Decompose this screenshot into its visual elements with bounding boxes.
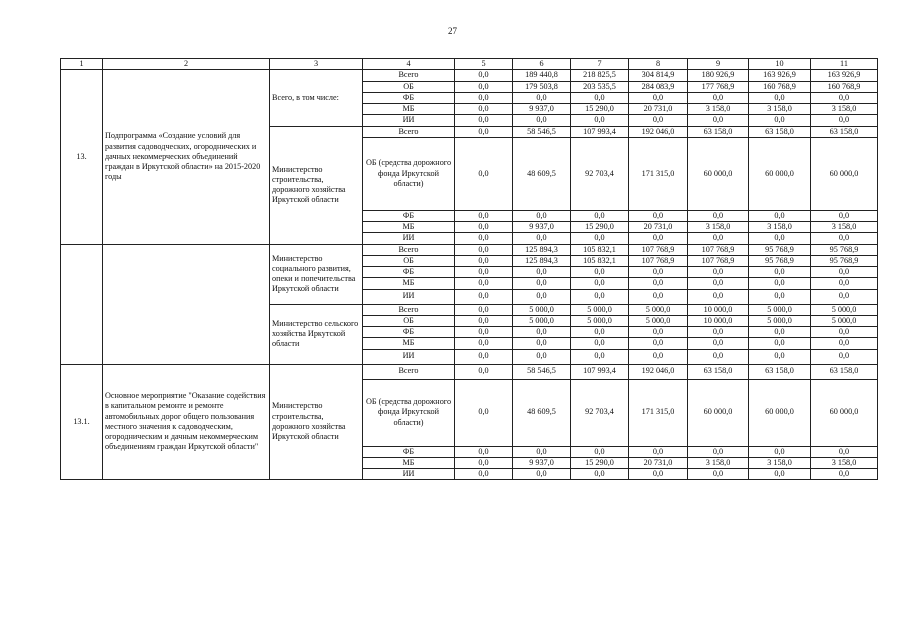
value-cell: 0,0	[811, 210, 878, 221]
value-cell: 10 000,0	[688, 315, 749, 326]
value-cell: 0,0	[688, 289, 749, 304]
value-cell: 3 158,0	[688, 104, 749, 115]
value-cell: 107 993,4	[571, 364, 629, 379]
value-cell: 20 731,0	[629, 104, 688, 115]
value-cell: 0,0	[688, 278, 749, 289]
value-cell: 3 158,0	[811, 104, 878, 115]
funding-source: Всего	[363, 244, 455, 255]
value-cell: 0,0	[749, 92, 811, 103]
value-cell: 5 000,0	[629, 315, 688, 326]
value-cell: 177 768,9	[688, 81, 749, 92]
value-cell: 58 546,5	[513, 364, 571, 379]
value-cell: 63 158,0	[749, 364, 811, 379]
value-cell: 0,0	[571, 210, 629, 221]
value-cell: 192 046,0	[629, 126, 688, 137]
value-cell: 9 937,0	[513, 104, 571, 115]
value-cell: 95 768,9	[811, 255, 878, 266]
value-cell: 0,0	[455, 349, 513, 364]
value-cell: 5 000,0	[811, 315, 878, 326]
value-cell: 60 000,0	[688, 379, 749, 446]
value-cell: 0,0	[455, 457, 513, 468]
page-number: 27	[448, 26, 457, 36]
value-cell: 0,0	[571, 92, 629, 103]
funding-source: Всего	[363, 304, 455, 315]
value-cell: 107 768,9	[688, 255, 749, 266]
value-cell: 0,0	[455, 222, 513, 233]
value-cell: 95 768,9	[811, 244, 878, 255]
value-cell: 0,0	[513, 210, 571, 221]
funding-source: Всего	[363, 364, 455, 379]
value-cell: 125 894,3	[513, 244, 571, 255]
value-cell: 0,0	[749, 446, 811, 457]
column-header: 10	[749, 59, 811, 70]
executor-name: Министерство строительства, дорожного хозяйства Иркутской области	[270, 364, 363, 480]
value-cell: 60 000,0	[688, 137, 749, 210]
value-cell: 171 315,0	[629, 137, 688, 210]
funding-source: Всего	[363, 126, 455, 137]
value-cell: 3 158,0	[688, 222, 749, 233]
column-header: 11	[811, 59, 878, 70]
value-cell: 0,0	[688, 92, 749, 103]
table-row	[61, 364, 878, 379]
funding-source: ФБ	[363, 446, 455, 457]
value-cell: 192 046,0	[629, 364, 688, 379]
value-cell: 63 158,0	[688, 126, 749, 137]
funding-source: МБ	[363, 222, 455, 233]
value-cell: 5 000,0	[513, 304, 571, 315]
value-cell: 9 937,0	[513, 222, 571, 233]
executor-name: Министерство сельского хозяйства Иркутской области	[270, 304, 363, 364]
value-cell: 58 546,5	[513, 126, 571, 137]
value-cell: 20 731,0	[629, 222, 688, 233]
value-cell: 95 768,9	[749, 244, 811, 255]
value-cell: 5 000,0	[749, 315, 811, 326]
value-cell: 0,0	[749, 327, 811, 338]
value-cell: 0,0	[571, 349, 629, 364]
value-cell: 0,0	[513, 446, 571, 457]
value-cell: 15 290,0	[571, 104, 629, 115]
value-cell: 0,0	[513, 267, 571, 278]
value-cell: 63 158,0	[811, 126, 878, 137]
value-cell: 0,0	[811, 446, 878, 457]
funding-source: ОБ (средства дорожного фонда Иркутской области)	[363, 137, 455, 210]
funding-source: ОБ	[363, 255, 455, 266]
value-cell: 60 000,0	[811, 137, 878, 210]
value-cell: 3 158,0	[749, 457, 811, 468]
value-cell: 0,0	[688, 115, 749, 126]
value-cell: 0,0	[455, 210, 513, 221]
value-cell: 0,0	[629, 338, 688, 349]
value-cell: 0,0	[455, 469, 513, 480]
value-cell: 0,0	[688, 469, 749, 480]
column-header: 9	[688, 59, 749, 70]
column-header: 2	[103, 59, 270, 70]
value-cell: 0,0	[688, 233, 749, 244]
value-cell: 0,0	[749, 233, 811, 244]
table-row	[61, 244, 878, 255]
value-cell: 0,0	[455, 255, 513, 266]
value-cell: 0,0	[629, 469, 688, 480]
value-cell: 0,0	[749, 267, 811, 278]
value-cell: 63 158,0	[688, 364, 749, 379]
value-cell: 0,0	[811, 349, 878, 364]
funding-source: МБ	[363, 104, 455, 115]
value-cell: 0,0	[571, 327, 629, 338]
value-cell: 0,0	[629, 289, 688, 304]
value-cell: 0,0	[749, 469, 811, 480]
value-cell: 3 158,0	[811, 222, 878, 233]
value-cell: 0,0	[749, 115, 811, 126]
value-cell: 0,0	[513, 469, 571, 480]
program-name-empty	[103, 244, 270, 364]
value-cell: 0,0	[749, 210, 811, 221]
value-cell: 63 158,0	[749, 126, 811, 137]
value-cell: 48 609,5	[513, 379, 571, 446]
value-cell: 0,0	[688, 327, 749, 338]
value-cell: 3 158,0	[749, 222, 811, 233]
funding-source: МБ	[363, 338, 455, 349]
value-cell: 179 503,8	[513, 81, 571, 92]
column-header: 7	[571, 59, 629, 70]
value-cell: 107 768,9	[688, 244, 749, 255]
column-header: 5	[455, 59, 513, 70]
funding-source: ОБ (средства дорожного фонда Иркутской области)	[363, 379, 455, 446]
funding-source: ИИ	[363, 115, 455, 126]
value-cell: 0,0	[629, 92, 688, 103]
value-cell: 0,0	[811, 267, 878, 278]
value-cell: 5 000,0	[571, 315, 629, 326]
value-cell: 0,0	[629, 233, 688, 244]
value-cell: 3 158,0	[811, 457, 878, 468]
value-cell: 0,0	[749, 289, 811, 304]
program-name: Подпрограмма «Создание условий для развития садоводческих, огороднических и дачных некоммерческих объединений граждан в Иркутской области» на 2015-2020 годы	[103, 70, 270, 244]
value-cell: 203 535,5	[571, 81, 629, 92]
value-cell: 125 894,3	[513, 255, 571, 266]
value-cell: 171 315,0	[629, 379, 688, 446]
value-cell: 0,0	[455, 92, 513, 103]
value-cell: 0,0	[455, 137, 513, 210]
value-cell: 107 768,9	[629, 255, 688, 266]
value-cell: 0,0	[749, 338, 811, 349]
value-cell: 0,0	[455, 81, 513, 92]
value-cell: 15 290,0	[571, 457, 629, 468]
value-cell: 3 158,0	[749, 104, 811, 115]
value-cell: 218 825,5	[571, 70, 629, 81]
value-cell: 0,0	[513, 233, 571, 244]
value-cell: 163 926,9	[749, 70, 811, 81]
executor-name: Министерство строительства, дорожного хозяйства Иркутской области	[270, 126, 363, 244]
value-cell: 48 609,5	[513, 137, 571, 210]
value-cell: 92 703,4	[571, 137, 629, 210]
column-header: 1	[61, 59, 103, 70]
value-cell: 0,0	[455, 267, 513, 278]
row-index: 13.1.	[61, 364, 103, 480]
header-row	[61, 59, 878, 70]
value-cell: 0,0	[455, 126, 513, 137]
value-cell: 0,0	[629, 349, 688, 364]
value-cell: 0,0	[455, 115, 513, 126]
budget-table	[60, 58, 878, 480]
funding-source: ФБ	[363, 327, 455, 338]
value-cell: 0,0	[749, 349, 811, 364]
value-cell: 5 000,0	[571, 304, 629, 315]
value-cell: 0,0	[513, 289, 571, 304]
value-cell: 0,0	[513, 327, 571, 338]
value-cell: 0,0	[455, 364, 513, 379]
value-cell: 0,0	[811, 278, 878, 289]
value-cell: 0,0	[571, 289, 629, 304]
value-cell: 0,0	[811, 92, 878, 103]
funding-source: ИИ	[363, 469, 455, 480]
value-cell: 92 703,4	[571, 379, 629, 446]
value-cell: 0,0	[688, 446, 749, 457]
funding-source: ИИ	[363, 349, 455, 364]
value-cell: 0,0	[811, 327, 878, 338]
value-cell: 0,0	[513, 278, 571, 289]
value-cell: 160 768,9	[749, 81, 811, 92]
value-cell: 0,0	[811, 338, 878, 349]
value-cell: 0,0	[455, 315, 513, 326]
value-cell: 284 083,9	[629, 81, 688, 92]
funding-source: МБ	[363, 457, 455, 468]
value-cell: 0,0	[455, 278, 513, 289]
funding-source: ОБ	[363, 315, 455, 326]
value-cell: 0,0	[629, 446, 688, 457]
value-cell: 3 158,0	[688, 457, 749, 468]
value-cell: 0,0	[571, 233, 629, 244]
row-index: 13.	[61, 70, 103, 244]
value-cell: 20 731,0	[629, 457, 688, 468]
value-cell: 0,0	[749, 278, 811, 289]
value-cell: 163 926,9	[811, 70, 878, 81]
value-cell: 15 290,0	[571, 222, 629, 233]
value-cell: 0,0	[629, 210, 688, 221]
value-cell: 9 937,0	[513, 457, 571, 468]
value-cell: 60 000,0	[811, 379, 878, 446]
column-header: 6	[513, 59, 571, 70]
funding-source: ФБ	[363, 267, 455, 278]
value-cell: 0,0	[811, 289, 878, 304]
value-cell: 0,0	[455, 338, 513, 349]
value-cell: 105 832,1	[571, 244, 629, 255]
value-cell: 180 926,9	[688, 70, 749, 81]
value-cell: 0,0	[811, 469, 878, 480]
row-index-empty	[61, 244, 103, 364]
value-cell: 0,0	[513, 349, 571, 364]
funding-source: ИИ	[363, 233, 455, 244]
funding-source: ОБ	[363, 81, 455, 92]
funding-source: Всего	[363, 70, 455, 81]
value-cell: 0,0	[571, 115, 629, 126]
value-cell: 0,0	[513, 92, 571, 103]
value-cell: 0,0	[688, 338, 749, 349]
column-header: 8	[629, 59, 688, 70]
column-header: 4	[363, 59, 455, 70]
value-cell: 0,0	[571, 267, 629, 278]
value-cell: 0,0	[455, 70, 513, 81]
value-cell: 60 000,0	[749, 137, 811, 210]
value-cell: 0,0	[571, 278, 629, 289]
value-cell: 0,0	[455, 233, 513, 244]
value-cell: 189 440,8	[513, 70, 571, 81]
value-cell: 0,0	[571, 446, 629, 457]
value-cell: 0,0	[513, 338, 571, 349]
value-cell: 10 000,0	[688, 304, 749, 315]
value-cell: 0,0	[688, 349, 749, 364]
value-cell: 0,0	[629, 327, 688, 338]
value-cell: 0,0	[629, 278, 688, 289]
value-cell: 0,0	[629, 267, 688, 278]
value-cell: 5 000,0	[811, 304, 878, 315]
value-cell: 0,0	[455, 379, 513, 446]
table-row	[61, 70, 878, 81]
value-cell: 0,0	[455, 244, 513, 255]
value-cell: 0,0	[455, 104, 513, 115]
value-cell: 60 000,0	[749, 379, 811, 446]
value-cell: 0,0	[455, 446, 513, 457]
value-cell: 304 814,9	[629, 70, 688, 81]
value-cell: 0,0	[455, 327, 513, 338]
value-cell: 0,0	[571, 338, 629, 349]
funding-source: ФБ	[363, 92, 455, 103]
value-cell: 5 000,0	[629, 304, 688, 315]
funding-source: ФБ	[363, 210, 455, 221]
value-cell: 63 158,0	[811, 364, 878, 379]
value-cell: 5 000,0	[749, 304, 811, 315]
value-cell: 5 000,0	[513, 315, 571, 326]
value-cell: 107 993,4	[571, 126, 629, 137]
value-cell: 107 768,9	[629, 244, 688, 255]
value-cell: 105 832,1	[571, 255, 629, 266]
funding-source: ИИ	[363, 289, 455, 304]
value-cell: 0,0	[688, 210, 749, 221]
executor-name: Всего, в том числе:	[270, 70, 363, 126]
column-header: 3	[270, 59, 363, 70]
value-cell: 0,0	[688, 267, 749, 278]
value-cell: 0,0	[811, 233, 878, 244]
value-cell: 160 768,9	[811, 81, 878, 92]
value-cell: 0,0	[455, 304, 513, 315]
executor-name: Министерство социального развития, опеки и попечительства Иркутской области	[270, 244, 363, 304]
value-cell: 95 768,9	[749, 255, 811, 266]
value-cell: 0,0	[571, 469, 629, 480]
measure-name: Основное мероприятие "Оказание содействия в капитальном ремонте и ремонте автомобильных дорог общего пользования местного значения к садоводческим, огородническим и дачным некоммерческим объединениям граждан Иркутской области"	[103, 364, 270, 480]
value-cell: 0,0	[811, 115, 878, 126]
value-cell: 0,0	[513, 115, 571, 126]
funding-source: МБ	[363, 278, 455, 289]
value-cell: 0,0	[629, 115, 688, 126]
value-cell: 0,0	[455, 289, 513, 304]
